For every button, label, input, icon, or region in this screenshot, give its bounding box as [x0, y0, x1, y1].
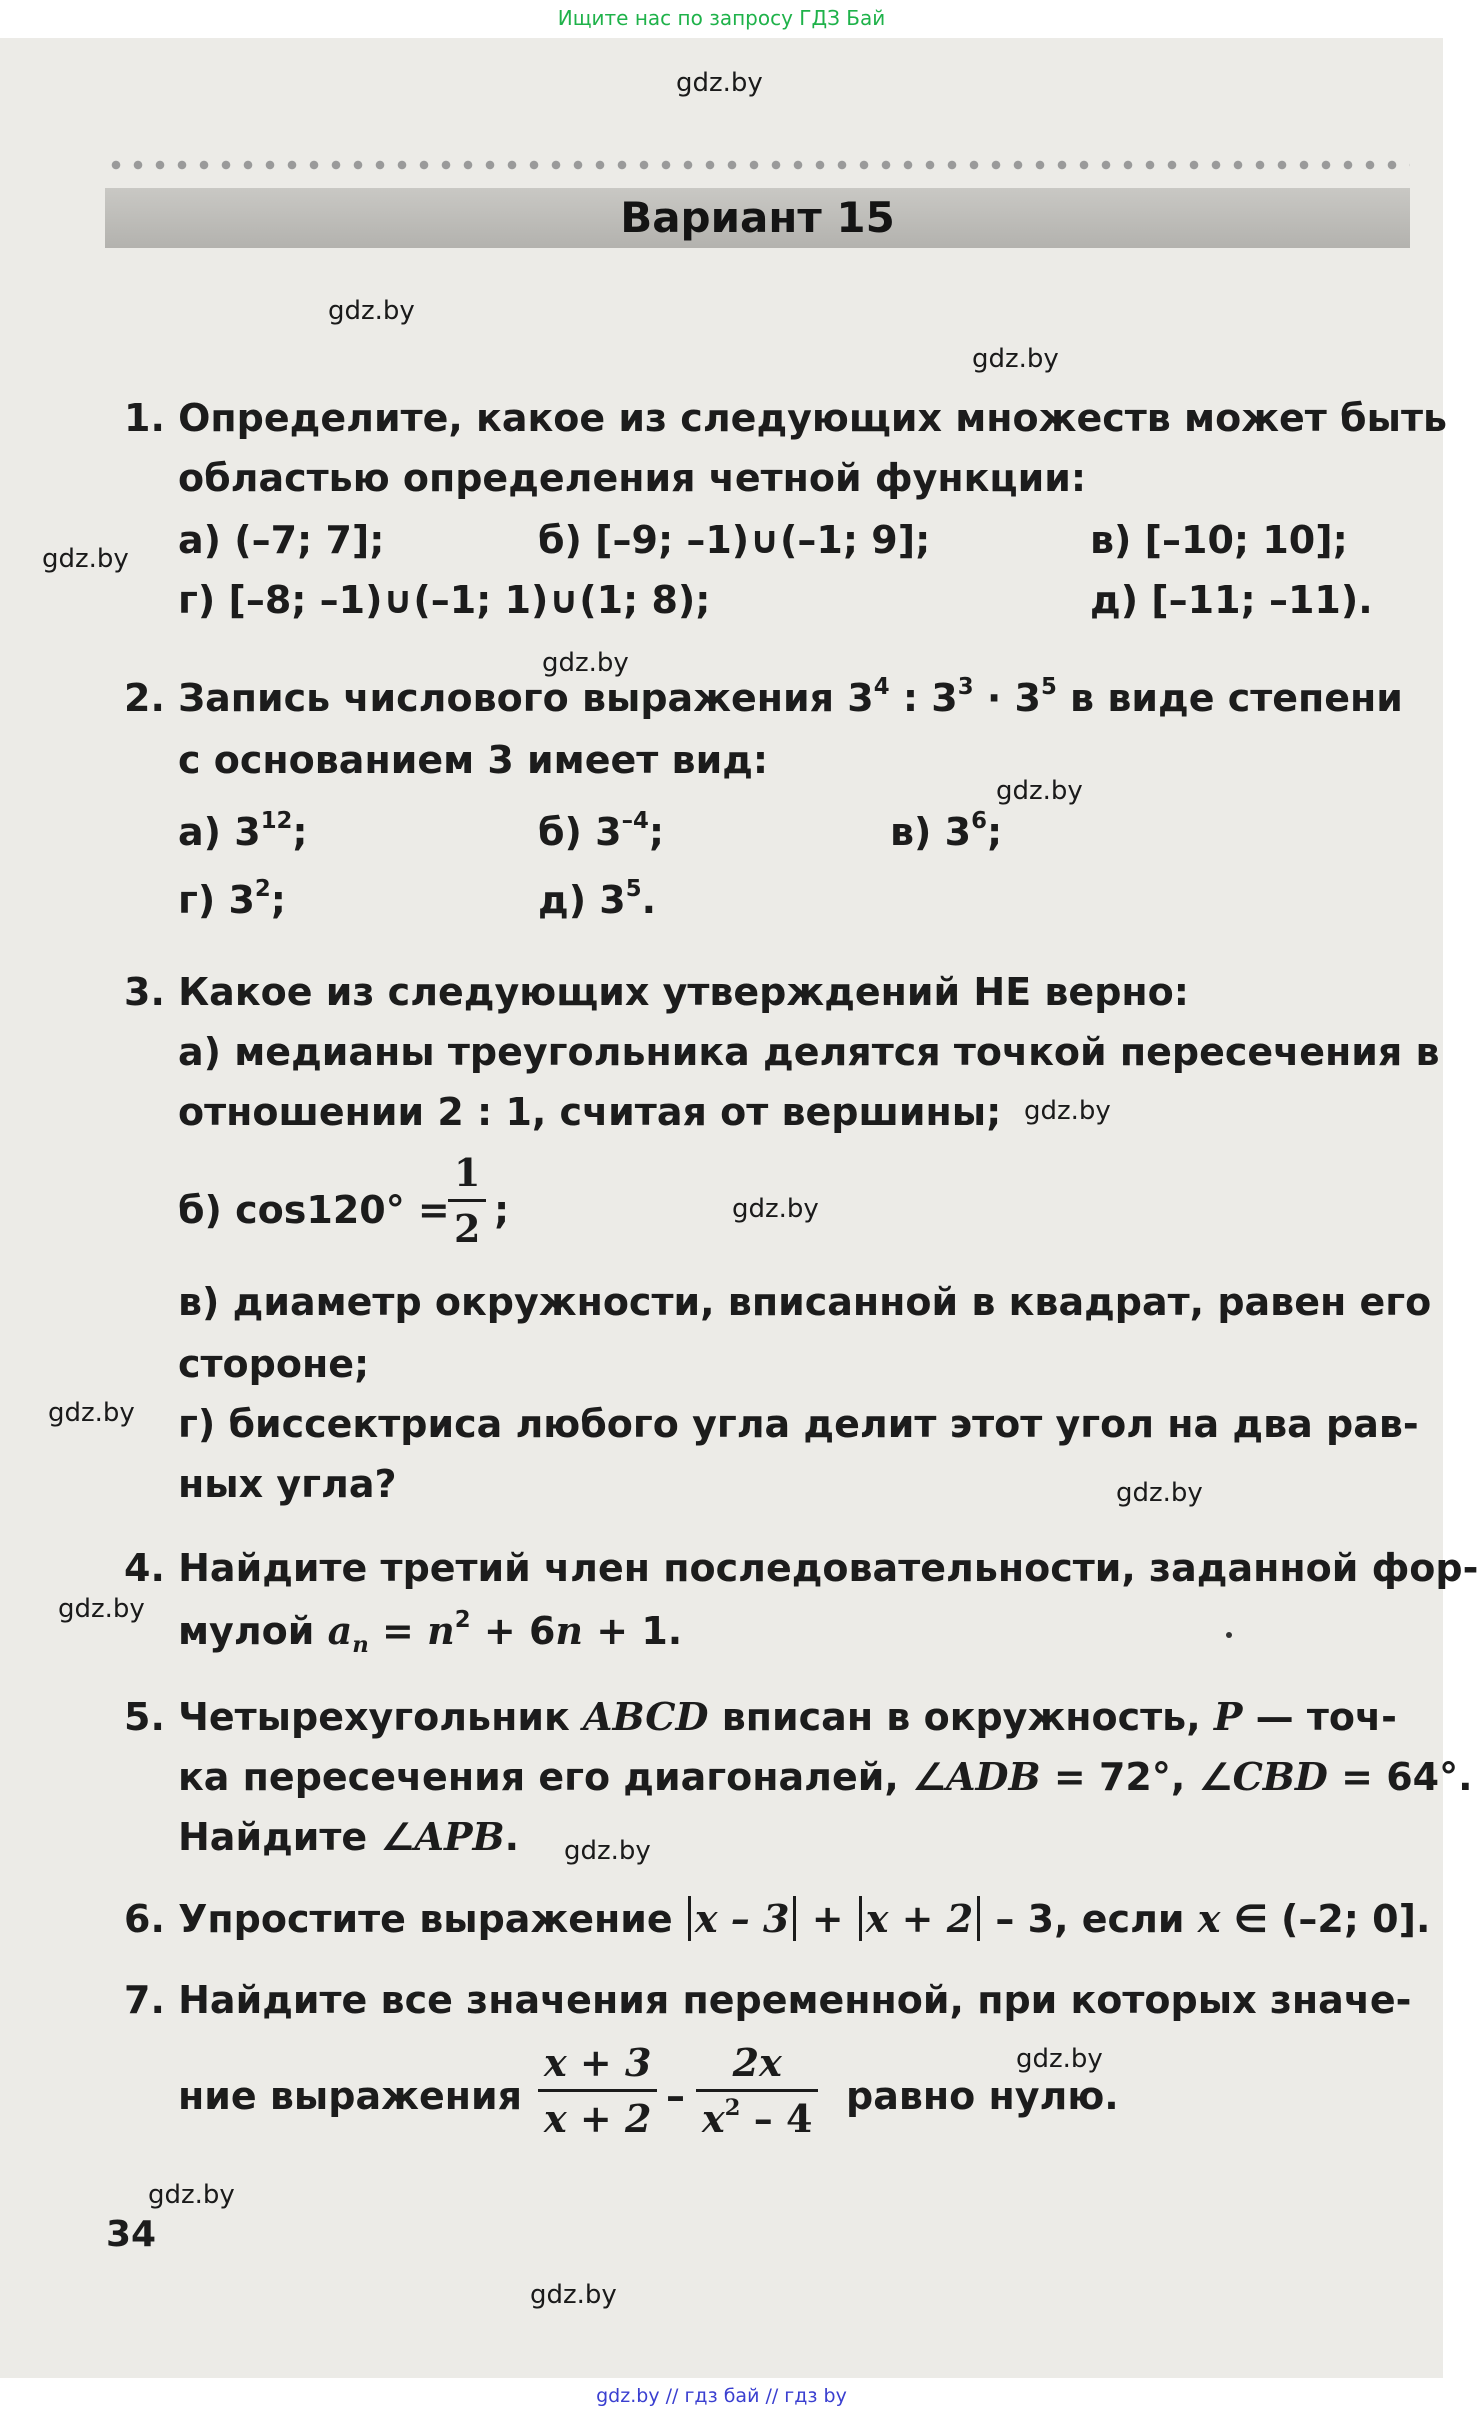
footer-links[interactable]: gdz.by // гдз бай // гдз by [0, 2378, 1443, 2415]
task-1-option-d: д) [–11; –11). [1090, 578, 1373, 622]
task-1-option-g: г) [–8; –1)∪(–1; 1)∪(1; 8); [178, 578, 711, 622]
task-7-fraction-1: $\frac{x + 3}{x + 2}$ [538, 2040, 657, 2141]
watermark: gdz.by [1016, 2044, 1103, 2074]
variant-heading: Вариант 15 [620, 193, 895, 242]
task-3-option-g-line-2: ных угла? [178, 1462, 397, 1506]
task-3-option-v-line-2: стороне; [178, 1342, 370, 1386]
task-3-option-g-line-1: г) биссектриса любого угла делит этот угол на два рав- [178, 1402, 1419, 1446]
task-3-option-b-end: ; [494, 1188, 510, 1232]
task-5-line-1: 5. Четырехугольник ABCD вписан в окружность, P — точ- [124, 1694, 1397, 1739]
task-7-line-2-start: ние выражения [178, 2074, 523, 2118]
task-4-line-1: 4. Найдите третий член последовательности, заданной фор- [124, 1546, 1478, 1590]
task-3-option-a-line-2: отношении 2 : 1, считая от вершины; [178, 1090, 1002, 1134]
watermark: gdz.by [972, 344, 1059, 374]
task-7-fraction-2: $\frac{2x}{x^2 - 4}$ [696, 2040, 818, 2141]
task-2-option-b: б) $3^{-4}$; [538, 807, 665, 854]
watermark: gdz.by [1024, 1096, 1111, 1126]
watermark: gdz.by [732, 1194, 819, 1224]
task-3-option-a-line-1: а) медианы треугольника делятся точкой пересечения в [178, 1030, 1440, 1074]
task-5-line-3: Найдите ∠APB. [178, 1814, 520, 1859]
watermark: gdz.by [58, 1594, 145, 1624]
dotted-rule [105, 158, 1410, 172]
task-7-line-1: 7. Найдите все значения переменной, при которых значе- [124, 1978, 1412, 2022]
watermark: gdz.by [542, 648, 629, 678]
task-2-option-a: а) $3^{12}$; [178, 807, 308, 854]
task-1-option-b: б) [–9; –1)∪(–1; 9]; [538, 518, 931, 562]
task-6: 6. Упростите выражение x – 3 + x + 2 – 3, если x ∈ (–2; 0]. [124, 1896, 1431, 1941]
task-2-option-v: в) $3^6$; [890, 807, 1003, 854]
print-speck [1226, 1632, 1232, 1638]
task-3-option-v-line-1: в) диаметр окружности, вписанной в квадрат, равен его [178, 1280, 1432, 1324]
watermark: gdz.by [564, 1836, 651, 1866]
task-2-option-g: г) $3^2$; [178, 875, 286, 922]
task-4-line-2: мулой $a_n = n^2 + 6n + 1$. [178, 1606, 683, 1658]
task-1-line-1: 1. Определите, какое из следующих множеств может быть [124, 396, 1448, 440]
task-2-option-d: д) $3^5$. [538, 875, 657, 922]
task-1-option-a: а) (–7; 7]; [178, 518, 385, 562]
watermark: gdz.by [1116, 1478, 1203, 1508]
task-2-line-2: с основанием 3 имеет вид: [178, 738, 769, 782]
task-5-line-2: ка пересечения его диагоналей, ∠ADB = 72°, ∠CBD = 64°. [178, 1754, 1473, 1799]
watermark: gdz.by [328, 296, 415, 326]
variant-heading-bar [105, 188, 1410, 248]
task-3-option-b: б) cos120° = [178, 1188, 450, 1232]
task-3-fraction: $\frac{1}{2}$ [448, 1150, 486, 1251]
watermark: gdz.by [148, 2180, 235, 2210]
task-1-option-v: в) [–10; 10]; [1090, 518, 1348, 562]
watermark: gdz.by [48, 1398, 135, 1428]
watermark: gdz.by [530, 2280, 617, 2310]
site-banner: Ищите нас по запросу ГДЗ Бай [0, 0, 1443, 38]
task-7-line-2-end: равно нулю. [846, 2074, 1119, 2118]
task-3-question: 3. Какое из следующих утверждений НЕ верно: [124, 970, 1189, 1014]
task-1-line-2: областью определения четной функции: [178, 456, 1087, 500]
task-7-minus: – [666, 2074, 685, 2118]
watermark: gdz.by [676, 68, 763, 98]
page-number: 34 [106, 2214, 157, 2255]
watermark: gdz.by [42, 544, 129, 574]
watermark: gdz.by [996, 776, 1083, 806]
task-2-line-1: 2. Запись числового выражения $3^4$ : $3^3 \cdot 3^5$ в виде степени [124, 673, 1403, 720]
